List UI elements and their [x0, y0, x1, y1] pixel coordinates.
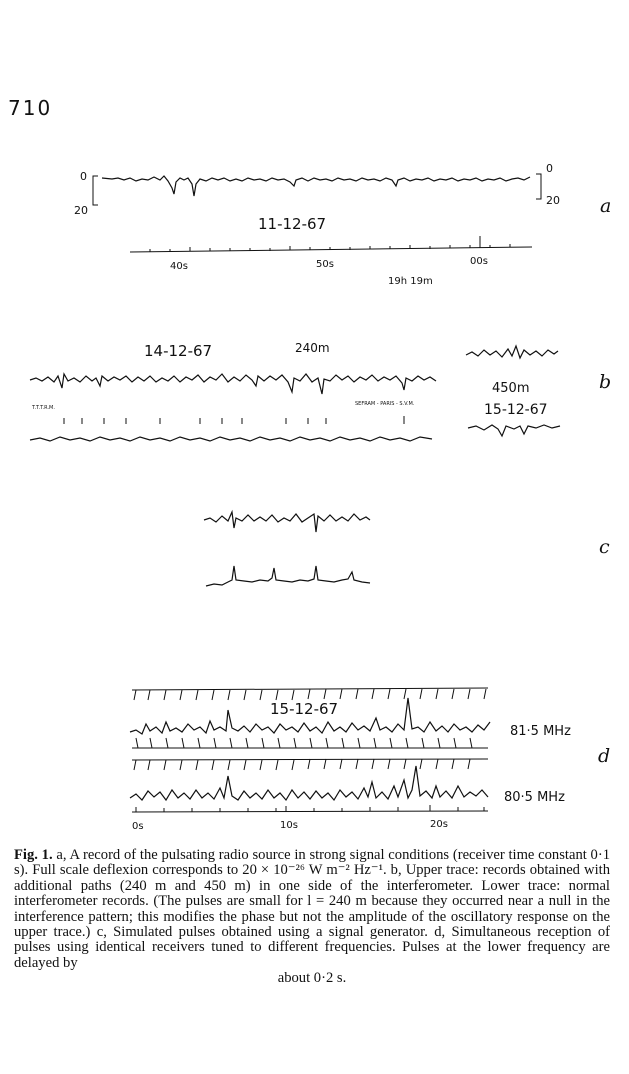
panel-a-time-ticks — [150, 236, 510, 252]
panel-c — [204, 512, 610, 586]
panel-b-450m-trace — [466, 346, 558, 358]
panel-a-date: 11-12-67 — [258, 215, 327, 233]
panel-c-label: c — [599, 536, 610, 558]
panel-c-upper-trace — [204, 512, 370, 532]
caption-text: a, A record of the pulsating radio source in strong signal conditions (receiver time constant 0·1 s). Full scale deflexion corresponds to 20 × 10⁻²⁶ W m⁻² Hz⁻¹. b, Upper trace: records obtained with additional paths (240 m and 450 m) in one side of the interferometer. Lower trace: normal interferometer records. (The pulses are small for l = 240 m because they occurred near a null in the interference pattern; this modifies the phase but not the amplitude of the oscillatory response on the upper trace.) c, Simulated pulses obtained using a signal generator. d, Simultaneous reception of pulses using identical receivers tuned to different frequencies. Pulses at the lower frequency are delayed by — [14, 847, 610, 971]
panel-b-lower-trace — [30, 437, 432, 441]
panel-b-stamp: SEFRAM - PARIS - S.V.M. — [355, 401, 415, 407]
panel-d-freq-bottom: 80·5 MHz — [504, 790, 565, 805]
panel-a-time-label: 19h 19m — [388, 276, 433, 287]
panel-b-date-right: 15-12-67 — [484, 402, 548, 418]
panel-a-scale-right-top: 0 — [546, 162, 553, 175]
panel-d-tick-label-20s: 20s — [430, 819, 448, 830]
panel-d-80-5-trace — [130, 766, 488, 800]
panel-a-scale-right-bottom: 20 — [546, 194, 560, 207]
panel-d-time-axis — [132, 811, 488, 812]
panel-d-date: 15-12-67 — [270, 700, 339, 718]
panel-a-label: a — [600, 195, 612, 217]
panel-b-15-12-67-trace — [468, 425, 560, 436]
panel-b-time-marks — [64, 416, 404, 424]
panel-a-scale-left-bottom: 20 — [74, 204, 88, 217]
panel-a-trace — [102, 176, 530, 196]
panel-a — [74, 162, 611, 287]
panel-b-stamp-left: T.T.T.R.M. — [32, 405, 55, 411]
panel-a-scale-left-top: 0 — [80, 170, 87, 183]
panel-d-top-marker-ticks — [134, 689, 486, 700]
panel-a-left-scale-bracket — [93, 176, 98, 205]
panel-b-label: b — [599, 371, 612, 393]
panel-d-mid-marker-ticks-lower — [134, 759, 470, 770]
panel-d-mid-marker-ticks-upper — [136, 738, 472, 748]
panel-d-label: d — [598, 745, 611, 767]
panel-d-tick-label-0s: 0s — [132, 821, 144, 832]
page-number: 710 — [8, 96, 53, 120]
caption-last-line: about 0·2 s. — [277, 970, 347, 987]
figure-caption — [14, 848, 610, 987]
panel-b — [30, 341, 611, 441]
panel-b-upper-trace — [30, 374, 436, 394]
panel-b-path-240: 240m — [295, 341, 330, 355]
panel-b-date-left: 14-12-67 — [144, 342, 213, 360]
caption-lead: Fig. 1. — [14, 847, 53, 863]
panel-d-freq-top: 81·5 MHz — [510, 724, 571, 739]
panel-c-lower-trace — [206, 566, 370, 586]
panel-b-path-450: 450m — [492, 381, 530, 396]
panel-d-tick-label-10s: 10s — [280, 820, 298, 831]
panel-d — [130, 688, 610, 832]
panel-a-tick-label-40s: 40s — [170, 261, 188, 272]
panel-a-tick-label-00s: 00s — [470, 256, 488, 267]
panel-a-tick-label-50s: 50s — [316, 259, 334, 270]
panel-a-right-scale-bracket — [536, 174, 541, 199]
